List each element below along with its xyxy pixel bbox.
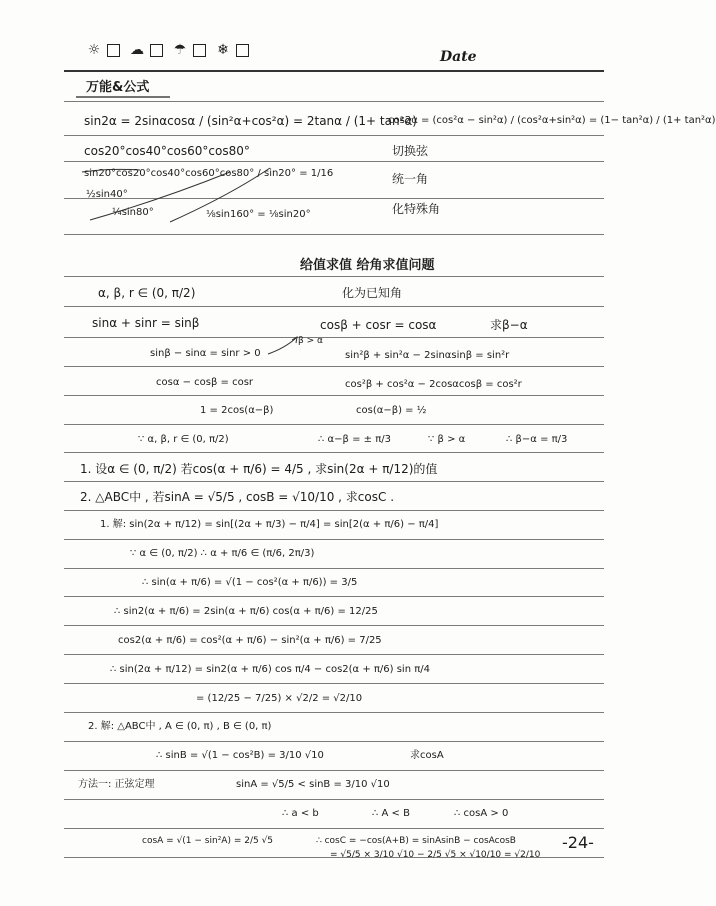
solution-1c: ∴ sin(α + π/6) = √(1 − cos²(α + π/6)) = 3/5 xyxy=(142,577,358,588)
step-eighth: ⅛sin160° = ⅛sin20° xyxy=(206,209,311,220)
condition: α, β, r ∈ (0, π/2) xyxy=(98,286,196,300)
derive-3: 1 = 2cos(α−β) xyxy=(200,405,274,416)
solution-1d: ∴ sin2(α + π/6) = 2sin(α + π/6) cos(α + π/6) = 12/25 xyxy=(114,606,378,617)
derive-1-right: sin²β + sin²α − 2sinαsinβ = sin²r xyxy=(345,350,510,361)
section-title: 给值求值 给角求值问题 xyxy=(300,258,435,273)
problem-1: 1. 设α ∈ (0, π/2) 若cos(α + π/6) = 4/5 , 求sin(2α + π/12)的值 xyxy=(80,462,438,476)
snow-icon: ❄ xyxy=(217,42,229,58)
solution-1e: cos2(α + π/6) = cos²(α + π/6) − sin²(α + π/6) = 7/25 xyxy=(118,635,382,646)
date-label: Date xyxy=(440,49,477,65)
hint-unify: 统一角 xyxy=(392,172,429,186)
derive-1-note: β > α xyxy=(298,336,323,346)
derive-2-right: cos²β + cos²α − 2cosαcosβ = cos²r xyxy=(345,379,522,390)
formula-cos2a: cos2α = (cos²α − sin²α) / (cos²α+sin²α) = (1− tan²α) / (1+ tan²α) xyxy=(388,115,716,126)
derive-2: cosα − cosβ = cosr xyxy=(156,377,254,388)
solution-2d-1: ∴ a < b xyxy=(282,808,319,819)
product-expr: cos20°cos40°cos60°cos80° xyxy=(84,144,250,158)
solution-1b: ∵ α ∈ (0, π/2) ∴ α + π/6 ∈ (π/6, 2π/3) xyxy=(130,548,315,559)
solution-2f: ∴ cosC = −cos(A+B) = sinAsinB − cosAcosB xyxy=(316,836,516,846)
product-fraction: sin20°cos20°cos40°cos60°cos80° / sin20° = 1/16 xyxy=(84,168,334,179)
problem-2: 2. △ABC中 , 若sinA = √5/5 , cosB = √10/10 , 求cosC . xyxy=(80,490,395,504)
solution-1a: 1. 解: sin(2α + π/12) = sin[(2α + π/3) − π/4] = sin[2(α + π/6) − π/4] xyxy=(100,519,439,530)
solution-2d-2: ∴ A < B xyxy=(372,808,410,819)
cloud-icon: ☁ xyxy=(130,42,144,58)
conclusion-3: ∵ β > α xyxy=(428,434,466,445)
step-half: ½sin40° xyxy=(86,189,128,200)
conclusion-2: ∴ α−β = ± π/3 xyxy=(318,434,391,445)
method-one: 方法一: 正弦定理 xyxy=(78,779,155,790)
equation-sin: sinα + sinr = sinβ xyxy=(92,316,200,330)
solution-1g: = (12/25 − 7/25) × √2/2 = √2/10 xyxy=(196,693,363,704)
equation-cos: cosβ + cosr = cosα xyxy=(320,318,437,332)
title: 万能&公式 xyxy=(86,80,150,95)
hint-switch: 切换弦 xyxy=(392,144,429,158)
rain-icon: ☂ xyxy=(173,42,187,58)
derive-3-right: cos(α−β) = ½ xyxy=(356,405,427,416)
solution-2a: 2. 解: △ABC中 , A ∈ (0, π) , B ∈ (0, π) xyxy=(88,721,272,732)
solution-2b-right: 求cosA xyxy=(410,750,444,761)
solution-2d-3: ∴ cosA > 0 xyxy=(454,808,509,819)
seek-target: 求β−α xyxy=(490,318,528,332)
arrow-stroke xyxy=(268,338,296,354)
solution-2g: = √5/5 × 3/10 √10 − 2/5 √5 × √10/10 = √2/10 xyxy=(330,850,541,860)
conclusion-4: ∴ β−α = π/3 xyxy=(506,434,568,445)
conclusion-1: ∵ α, β, r ∈ (0, π/2) xyxy=(138,434,229,445)
condition-hint: 化为已知角 xyxy=(342,286,403,300)
solution-2b: ∴ sinB = √(1 − cos²B) = 3/10 √10 xyxy=(156,750,324,761)
hint-special: 化特殊角 xyxy=(392,202,441,216)
derive-1: sinβ − sinα = sinr > 0 xyxy=(150,348,261,359)
page-number: -24- xyxy=(562,833,594,852)
formula-sin2a: sin2α = 2sinαcosα / (sin²α+cos²α) = 2tanα / (1+ tan²α) xyxy=(84,114,417,128)
arrow-head xyxy=(292,337,297,343)
solution-2c: sinA = √5/5 < sinB = 3/10 √10 xyxy=(236,779,390,790)
sun-icon: ☼ xyxy=(87,42,101,58)
solution-2e: cosA = √(1 − sin²A) = 2/5 √5 xyxy=(142,836,274,846)
solution-1f: ∴ sin(2α + π/12) = sin2(α + π/6) cos π/4 − cos2(α + π/6) sin π/4 xyxy=(110,664,430,675)
step-quarter: ¼sin80° xyxy=(112,207,154,218)
